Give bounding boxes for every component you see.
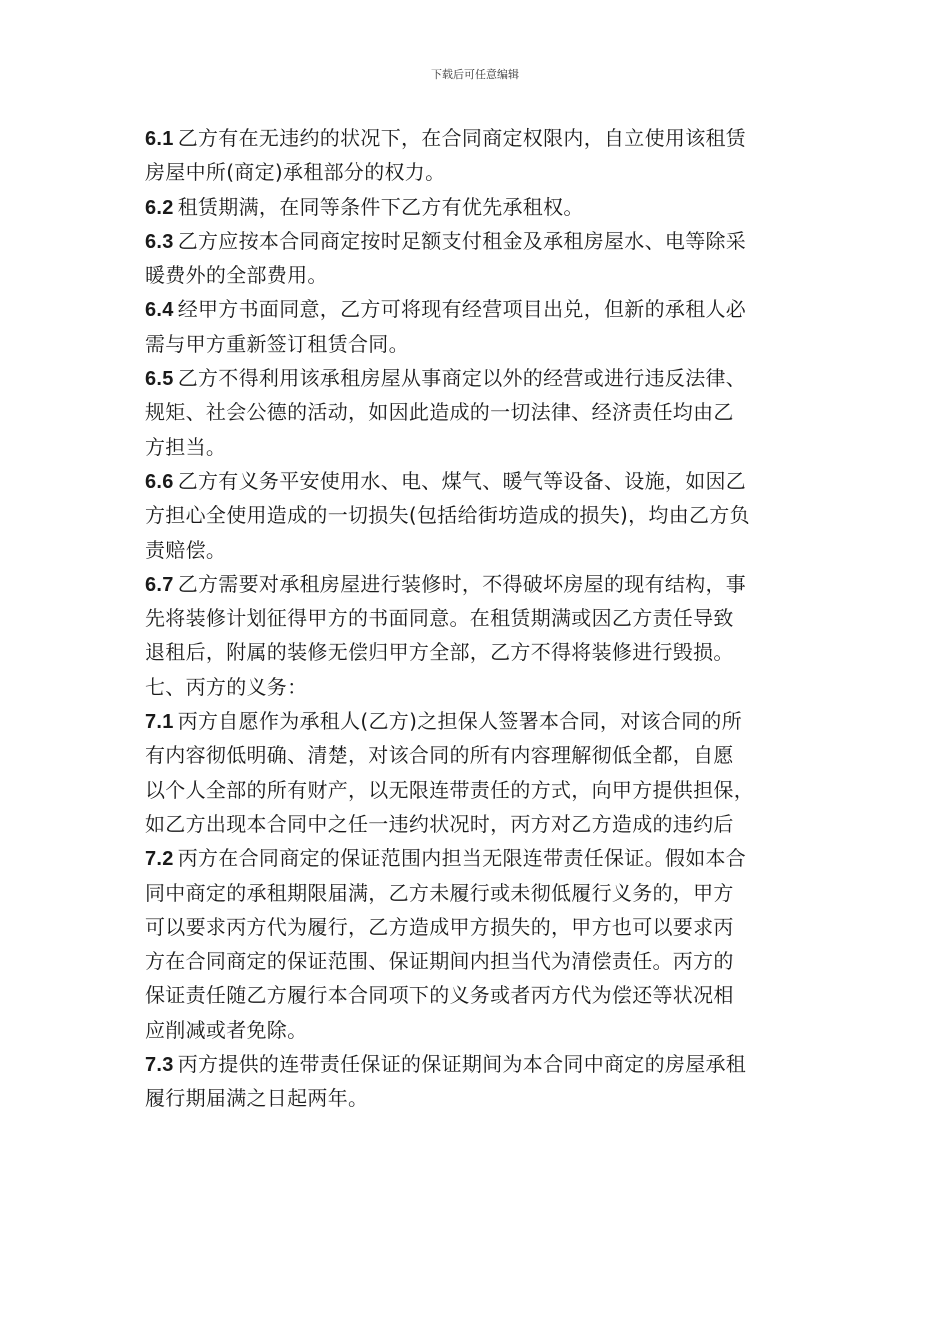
clause-text: 有内容彻低明确、清楚，对该合同的所有内容理解彻低全都，自愿: [145, 743, 734, 768]
text-line: [145, 1081, 810, 1115]
clause-text: 房屋中所(商定)承租部分的权力。: [145, 160, 446, 185]
clause-text: 需与甲方重新签订租赁合同。: [145, 331, 409, 356]
clause-text: 先将装修计划征得甲方的书面同意。在租赁期满或因乙方责任导致: [145, 606, 734, 631]
text-line: [145, 395, 810, 429]
clause-text: 保证责任随乙方履行本合同项下的义务或者丙方代为偿还等状况相: [145, 983, 734, 1008]
clause-number: 6.6: [145, 470, 174, 493]
clause-text: 方担当。: [145, 434, 227, 459]
clause-text: 丙方提供的连带责任保证的保证期间为本合同中商定的房屋承租: [177, 1052, 747, 1077]
text-line: [145, 773, 810, 807]
text-line: [145, 670, 810, 704]
clause-number: 6.2: [145, 196, 174, 219]
clause-text: 可以要求丙方代为履行，乙方造成甲方损失的，甲方也可以要求丙: [145, 914, 734, 939]
text-line: [145, 601, 810, 635]
text-line: [145, 704, 810, 738]
text-line: [145, 292, 810, 326]
clause-text: 以个人全部的所有财产，以无限连带责任的方式，向甲方提供担保，: [145, 777, 754, 802]
text-line: [145, 155, 810, 189]
clause-text: 租赁期满，在同等条件下乙方有优先承租权。: [177, 194, 584, 219]
text-line: [145, 738, 810, 772]
clause-text: 乙方应按本合同商定按时足额支付租金及承租房屋水、电等除采: [177, 228, 747, 253]
clause-text: 经甲方书面同意，乙方可将现有经营项目出兑，但新的承租人必: [177, 297, 747, 322]
page-header: 下载后可任意编辑: [431, 68, 519, 81]
clause-number: 7.2: [145, 848, 174, 871]
clause-text: 丙方自愿作为承租人(乙方)之担保人签署本合同，对该合同的所: [177, 709, 743, 734]
clause-text: 规矩、社会公德的活动，如因此造成的一切法律、经济责任均由乙: [145, 400, 734, 425]
clause-text: 暖费外的全部费用。: [145, 263, 328, 288]
text-line: [145, 121, 810, 155]
clause-number: 6.7: [145, 573, 174, 596]
text-line: [145, 190, 810, 224]
clause-text: 乙方有在无违约的状况下，在合同商定权限内，自立使用该租赁: [177, 126, 747, 150]
clause-number: 7.1: [145, 711, 174, 734]
clause-number: 6.5: [145, 368, 174, 391]
clause-text: 同中商定的承租期限届满，乙方未履行或未彻低履行义务的，甲方: [145, 880, 734, 905]
text-line: [145, 498, 810, 532]
clause-text: 乙方有义务平安使用水、电、煤气、暖气等设备、设施，如因乙: [177, 468, 747, 493]
clause-text: 七、丙方的义务：: [145, 674, 308, 699]
clause-text: 履行期届满之日起两年。: [145, 1086, 369, 1111]
text-line: [145, 1013, 810, 1047]
clause-text: 乙方不得利用该承租房屋从事商定以外的经营或进行违反法律、: [177, 366, 747, 391]
text-line: [145, 841, 810, 875]
document-body: [145, 121, 810, 1116]
text-line: [145, 944, 810, 978]
clause-text: 丙方在合同商定的保证范围内担当无限连带责任保证。假如本合: [177, 846, 747, 871]
text-line: [145, 464, 810, 498]
clause-text: 方担心全使用造成的一切损失(包括给街坊造成的损失)，均由乙方负: [145, 503, 750, 528]
text-line: [145, 224, 810, 258]
clause-text: 退租后，附属的装修无偿归甲方全部，乙方不得将装修进行毁损。: [145, 640, 734, 665]
text-line: [145, 635, 810, 669]
text-line: [145, 910, 810, 944]
text-line: [145, 361, 810, 395]
text-line: [145, 567, 810, 601]
clause-text: 如乙方出现本合同中之任一违约状况时，丙方对乙方造成的违约后: [145, 811, 734, 836]
clause-number: 7.3: [145, 1054, 174, 1077]
text-line: [145, 1047, 810, 1081]
clause-text: 乙方需要对承租房屋进行装修时，不得破坏房屋的现有结构，事: [177, 571, 747, 596]
text-line: [145, 876, 810, 910]
text-line: [145, 533, 810, 567]
text-line: [145, 258, 810, 292]
text-line: [145, 430, 810, 464]
text-line: [145, 807, 810, 841]
text-line: [145, 978, 810, 1012]
clause-number: 6.4: [145, 299, 174, 322]
clause-text: 方在合同商定的保证范围、保证期间内担当代为清偿责任。丙方的: [145, 949, 734, 974]
clause-text: 应削减或者免除。: [145, 1017, 308, 1042]
clause-number: 6.3: [145, 230, 174, 253]
clause-number: 6.1: [145, 128, 174, 150]
text-line: [145, 327, 810, 361]
clause-text: 责赔偿。: [145, 537, 227, 562]
